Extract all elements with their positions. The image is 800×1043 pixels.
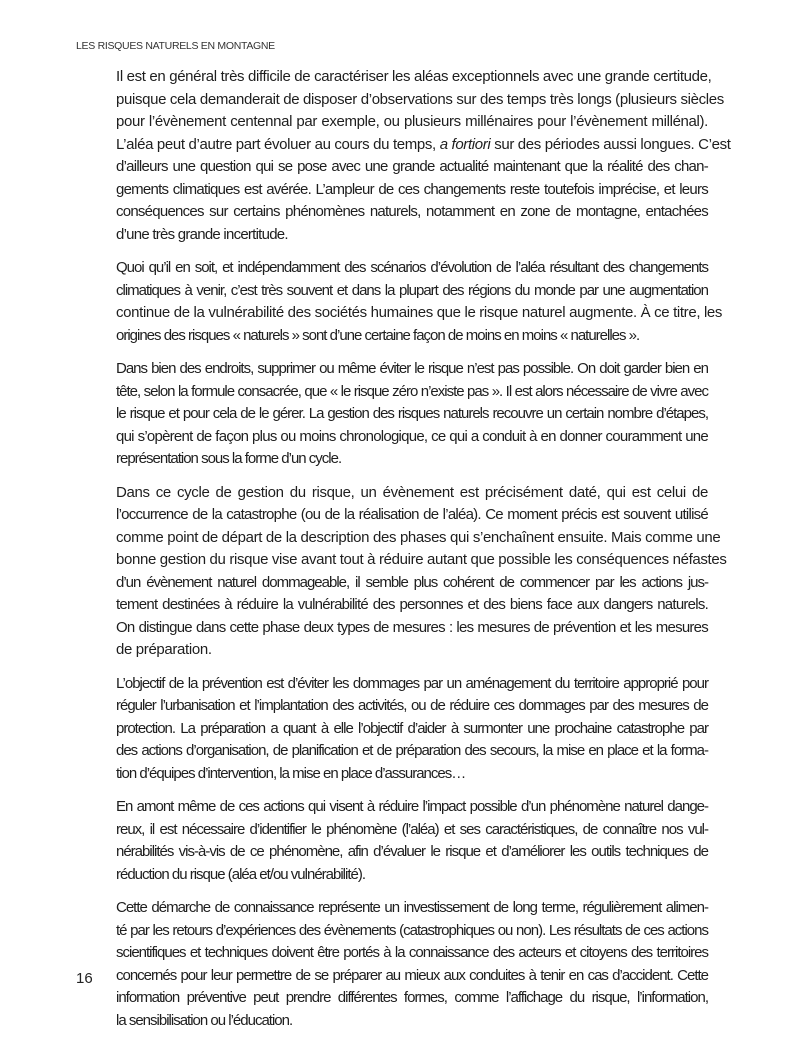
page-number: 16: [76, 970, 93, 987]
text-line: d’ailleurs une question qui se pose avec une grande actualité maintenant que la réalité des chan-: [116, 158, 708, 175]
text-line: pour l’évènement centennal par exemple, ou plusieurs millénaires pour l’évènement millénal).: [116, 113, 708, 130]
text-line: continue de la vulnérabilité des sociétés humaines que le risque naturel augmente. À ce titre, les: [116, 304, 723, 321]
text-line: Quoi qu’il en soit, et indépendamment des scénarios d’évolution de l’aléa résultant des changements: [116, 259, 708, 276]
text-line: On distingue dans cette phase deux types de mesures : les mesures de prévention et les mesures: [116, 618, 708, 636]
text-line: Il est en général très difficile de caractériser les aléas exceptionnels avec une grande certitude,: [116, 68, 712, 85]
text-line: de préparation.: [116, 641, 212, 658]
text-line: réguler l’urbanisation et l’implantation des activités, ou de réduire ces dommages par des mesures de: [116, 697, 708, 714]
text-line: scientifiques et techniques doivent être portés à la connaissance des acteurs et citoyens des territoires: [116, 944, 708, 961]
text-line: bonne gestion du risque vise avant tout à réduire autant que possible les conséquences néfastes: [116, 551, 727, 568]
text-line: réduction du risque (aléa et/ou vulnérabilité).: [116, 865, 366, 883]
text-line: nérabilités vis-à-vis de ce phénomène, afin d’évaluer le risque et d’améliorer les outils techniques de: [116, 843, 708, 860]
text-run: sur des périodes aussi longues. C’est: [490, 135, 731, 153]
text-line: climatiques à venir, c’est très souvent et dans la plupart des régions du monde par une augmentation: [116, 281, 708, 299]
text-line: représentation sous la forme d’un cycle.: [116, 450, 342, 467]
text-line: le risque et pour cela de le gérer. La gestion des risques naturels recouvre un certain nombre d’étapes,: [116, 405, 708, 422]
paragraph-1: [116, 66, 731, 246]
text-line: puisque cela demanderait de disposer d’observations sur des temps très longs (plusieurs siècles: [116, 90, 724, 108]
text-line: tion d’équipes d’intervention, la mise en place d’assurances…: [116, 764, 466, 782]
text-run: L’aléa peut d’autre part évoluer au cours du temps,: [116, 135, 440, 153]
text-line: conséquences sur certains phénomènes naturels, notamment en zone de montagne, entachées: [116, 203, 708, 220]
text-line: Cette démarche de connaissance représente un investissement de long terme, régulièrement alimen-: [116, 899, 708, 916]
paragraph-6: [116, 796, 708, 886]
text-line: reux, il est nécessaire d’identifier le phénomène (l’aléa) et ses caractéristiques, de connaître nos vul-: [116, 820, 708, 838]
text-line: concernés pour leur permettre de se préparer au mieux aux conduites à tenir en cas d’accident. Cette: [116, 966, 708, 984]
italic-term: a fortiori: [439, 135, 491, 153]
text-line: tête, selon la formule consacrée, que « le risque zéro n’existe pas ». Il est alors nécessaire de vivre avec: [116, 382, 708, 400]
paragraph-4: [116, 482, 727, 662]
paragraph-7: [116, 897, 708, 1032]
text-line: [116, 134, 731, 157]
text-line: Dans bien des endroits, supprimer ou même éviter le risque n’est pas possible. On doit garder bien en: [116, 360, 708, 377]
text-line: la sensibilisation ou l’éducation.: [116, 1011, 293, 1029]
running-head: LES RISQUES NATURELS EN MONTAGNE: [76, 40, 275, 52]
text-line: protection. La préparation a quant à elle l’objectif d’aider à surmonter une prochaine catastrophe par: [116, 719, 708, 737]
paragraph-2: [116, 257, 723, 347]
text-line: d’un évènement naturel dommageable, il semble plus cohérent de commencer par les actions jus-: [116, 573, 708, 591]
text-line: té par les retours d’expériences des évènements (catastrophiques ou non). Les résultats de ces actions: [116, 921, 708, 939]
text-line: l’occurrence de la catastrophe (ou de la réalisation de l’aléa). Ce moment précis est souvent utilisé: [116, 506, 708, 523]
paragraph-5: [116, 673, 708, 786]
text-line: tement destinées à réduire la vulnérabilité des personnes et des biens face aux dangers naturels.: [116, 596, 708, 613]
paragraph-3: [116, 358, 708, 471]
text-line: des actions d’organisation, de planification et de préparation des secours, la mise en place et la forma-: [116, 742, 708, 759]
body-text: [116, 66, 731, 1043]
text-line: d’une très grande incertitude.: [116, 225, 288, 243]
text-line: origines des risques « naturels » sont d’une certaine façon de moins en moins « naturelles ».: [116, 326, 640, 344]
text-line: En amont même de ces actions qui visent à réduire l’impact possible d’un phénomène naturel dange-: [116, 798, 708, 815]
text-line: qui s’opèrent de façon plus ou moins chronologique, ce qui a conduit à en donner couramment une: [116, 427, 708, 445]
text-line: information préventive peut prendre différentes formes, comme l’affichage du risque, l’information,: [116, 989, 708, 1006]
text-line: L’objectif de la prévention est d’éviter les dommages par un aménagement du territoire approprié pour: [116, 674, 708, 692]
text-line: gements climatiques est avérée. L’ampleur de ces changements reste toutefois imprécise, et leurs: [116, 180, 708, 198]
text-line: Dans ce cycle de gestion du risque, un évènement est précisément daté, qui est celui de: [116, 483, 708, 501]
text-line: comme point de départ de la description des phases qui s’enchaînent ensuite. Mais comme une: [116, 528, 721, 546]
